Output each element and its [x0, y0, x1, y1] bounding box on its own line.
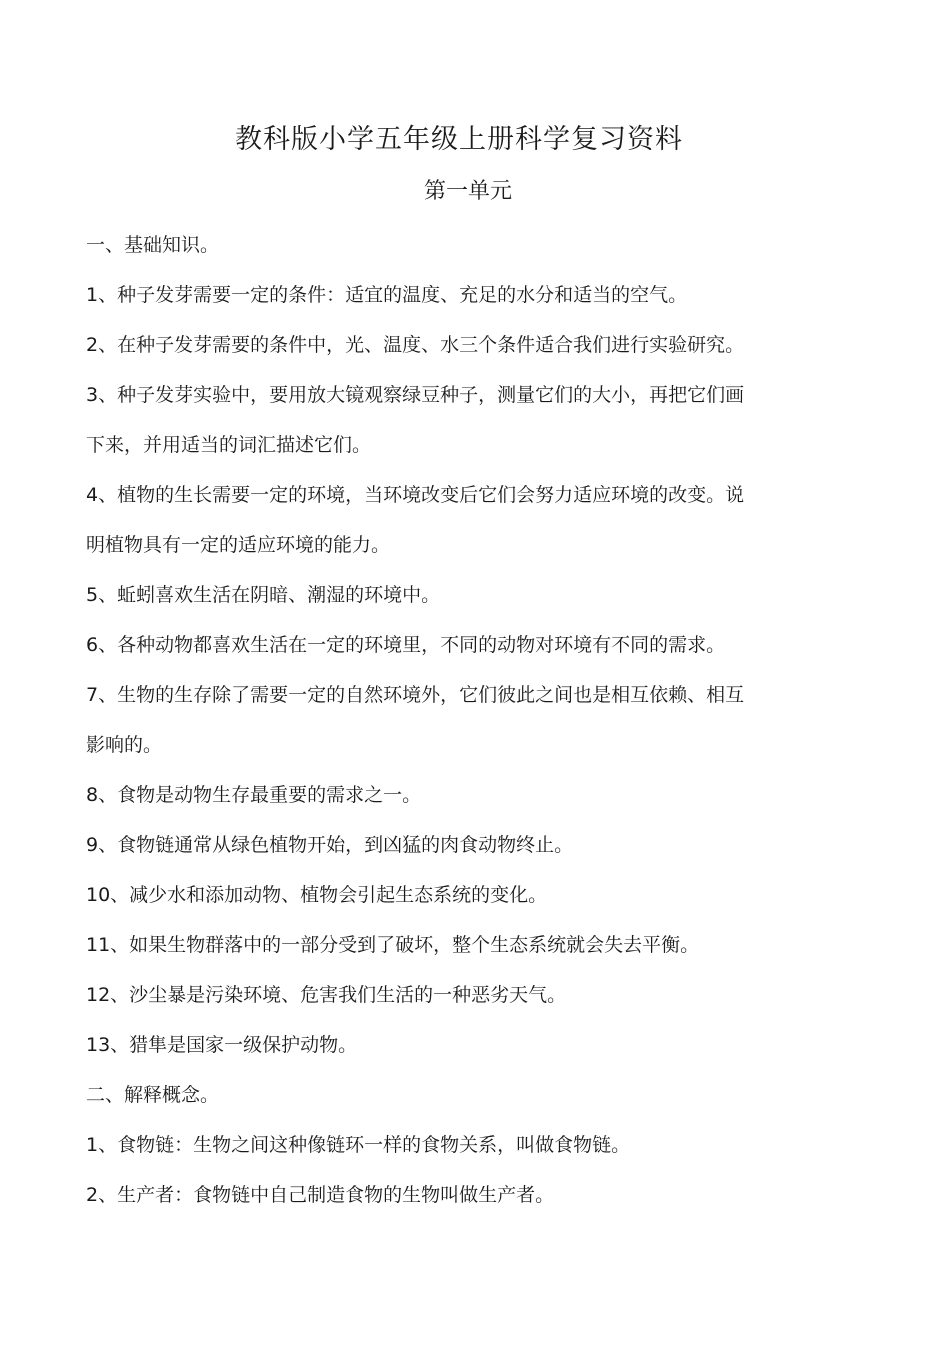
text-line: 4、植物的生长需要一定的环境，当环境改变后它们会努力适应环境的改变。说	[86, 484, 745, 506]
text-line: 5、蚯蚓喜欢生活在阴暗、潮湿的环境中。	[86, 584, 441, 606]
text-line: 8、食物是动物生存最重要的需求之一。	[86, 784, 422, 806]
text-line: 9、食物链通常从绿色植物开始，到凶猛的肉食动物终止。	[86, 834, 574, 856]
unit-heading: 第一单元	[423, 179, 512, 204]
text-line: 明植物具有一定的适应环境的能力。	[86, 534, 391, 556]
text-line: 下来，并用适当的词汇描述它们。	[86, 434, 372, 456]
text-line: 11、如果生物群落中的一部分受到了破坏，整个生态系统就会失去平衡。	[86, 934, 700, 956]
text-line: 13、猎隼是国家一级保护动物。	[86, 1034, 358, 1056]
document-title: 教科版小学五年级上册科学复习资料	[235, 124, 683, 155]
section-heading-concepts: 二、解释概念。	[86, 1084, 220, 1106]
text-line: 7、生物的生存除了需要一定的自然环境外，它们彼此之间也是相互依赖、相互	[86, 684, 745, 706]
text-line: 2、在种子发芽需要的条件中，光、温度、水三个条件适合我们进行实验研究。	[86, 334, 745, 356]
text-line: 1、种子发芽需要一定的条件：适宜的温度、充足的水分和适当的空气。	[86, 284, 688, 306]
text-line: 影响的。	[86, 734, 163, 756]
text-line: 3、种子发芽实验中，要用放大镜观察绿豆种子，测量它们的大小，再把它们画	[86, 384, 745, 406]
section-heading-basic-knowledge: 一、基础知识。	[86, 234, 220, 256]
text-line: 1、食物链：生物之间这种像链环一样的食物关系，叫做食物链。	[86, 1134, 631, 1156]
text-line: 12、沙尘暴是污染环境、危害我们生活的一种恶劣天气。	[86, 984, 567, 1006]
text-line: 6、各种动物都喜欢生活在一定的环境里，不同的动物对环境有不同的需求。	[86, 634, 726, 656]
document-body	[86, 220, 826, 1220]
text-line: 2、生产者：食物链中自己制造食物的生物叫做生产者。	[86, 1184, 555, 1206]
text-line: 10、减少水和添加动物、植物会引起生态系统的变化。	[86, 884, 548, 906]
